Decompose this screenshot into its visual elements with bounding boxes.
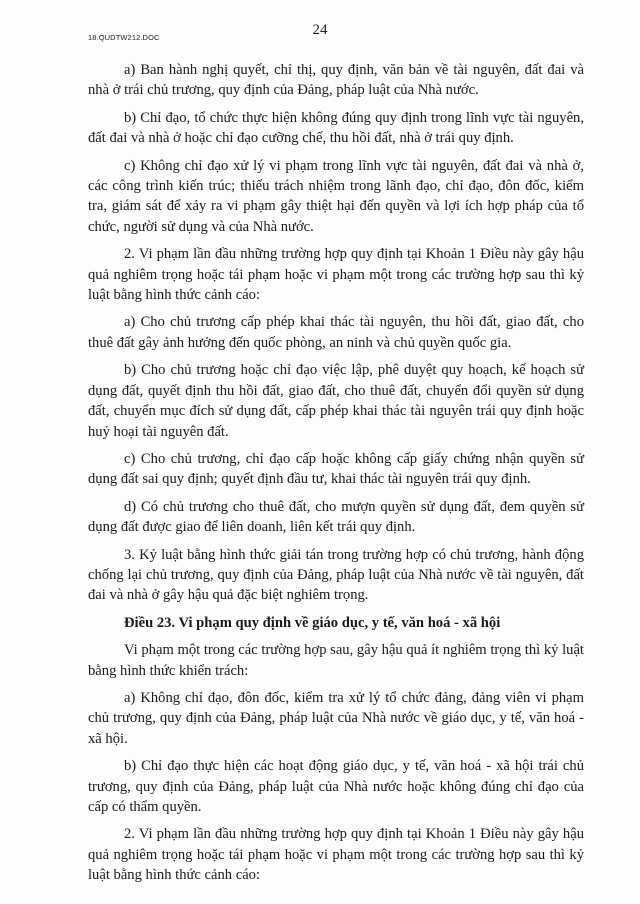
paragraph-item-a-licensing: a) Cho chủ trương cấp phép khai thác tài nguyên, thu hồi đất, giao đất, cho thuê đất gây ảnh hưởng đến quốc phòng, an ninh và chủ quyền quốc gia. bbox=[88, 314, 584, 351]
article-23-heading: Điều 23. Vi phạm quy định về giáo dục, y tế, văn hoá - xã hội bbox=[124, 614, 501, 631]
page-number: 24 bbox=[312, 22, 328, 38]
paragraph-item-d-leasing: d) Có chủ trương cho thuê đất, cho mượn quyền sử dụng đất, đem quyền sử dụng đất được giao để liên doanh, liên kết trái quy định. bbox=[88, 498, 584, 536]
paragraph-item-b-activities: b) Chỉ đạo thực hiện các hoạt động giáo dục, y tế, văn hoá - xã hội trái chủ trương, quy định của Đảng, pháp luật của Nhà nước hoặc không đúng chỉ đạo của cấp có thẩm quyền. bbox=[88, 758, 584, 815]
paragraph-item-b-direction: b) Chỉ đạo, tổ chức thực hiện không đúng quy định trong lĩnh vực tài nguyên, đất đai và nhà ở hoặc chỉ đạo cưỡng chế, thu hồi đất, nhà ở trái quy định. bbox=[88, 109, 584, 147]
paragraph-item-b-planning: b) Cho chủ trương hoặc chỉ đạo việc lập, phê duyệt quy hoạch, kế hoạch sử dụng đất, quyết định thu hồi đất, giao đất, cho thuê đất, chuyển đổi quyền sử dụng đất, chuyển mục đích sử dụng đất, cấp phép khai thác tài nguyên trái quy định hoặc huỷ hoại tài nguyên đất. bbox=[88, 362, 584, 440]
paragraph-clause-3-dissolution: 3. Kỷ luật bằng hình thức giải tán trong trường hợp có chủ trương, hành động chống lại chủ trương, quy định của Đảng, pháp luật của Nhà nước về tài nguyên, đất đai và nhà ở gây hậu quả đặc biệt nghiêm trọng. bbox=[88, 546, 584, 604]
paragraph-item-a-no-inspection: a) Không chỉ đạo, đôn đốc, kiểm tra xử lý tổ chức đảng, đảng viên vi phạm chủ trương, quy định của Đảng, pháp luật của Nhà nước về giáo dục, y tế, văn hoá - xã hội. bbox=[88, 689, 584, 747]
paragraph-clause-1-reprimand: Vi phạm một trong các trường hợp sau, gây hậu quả ít nghiêm trọng thì kỷ luật bằng hình thức khiển trách: bbox=[88, 642, 584, 679]
paragraph-clause-2-warning: 2. Vi phạm lần đầu những trường hợp quy định tại Khoản 1 Điều này gây hậu quả nghiêm trọng hoặc tái phạm hoặc vi phạm một trong các trường hợp sau thì kỷ luật bằng hình thức cảnh cáo: bbox=[88, 246, 584, 304]
paragraph-item-a-resolutions: a) Ban hành nghị quyết, chỉ thị, quy định, văn bản về tài nguyên, đất đai và nhà ở trái chủ trương, quy định của Đảng, pháp luật của Nhà nước. bbox=[88, 62, 584, 99]
paragraph-item-c-no-handling: c) Không chỉ đạo xử lý vi phạm trong lĩnh vực tài nguyên, đất đai và nhà ở, các công trình kiến trúc; thiếu trách nhiệm trong lãnh đạo, chỉ đạo, đôn đốc, kiểm tra, giám sát để xảy ra vi phạm gây thiệt hại đến quyền và lợi ích hợp pháp của tổ chức, người sử dụng và của Nhà nước. bbox=[88, 157, 584, 235]
paragraph-clause-2-warning-art23: 2. Vi phạm lần đầu những trường hợp quy định tại Khoản 1 Điều này gây hậu quả nghiêm trọng hoặc tái phạm hoặc vi phạm một trong các trường hợp sau thì kỷ luật bằng hình thức cảnh cáo: bbox=[88, 826, 584, 884]
paragraph-item-c-certificates: c) Cho chủ trương, chỉ đạo cấp hoặc không cấp giấy chứng nhận quyền sử dụng đất sai quy định; quyết định đầu tư, khai thác tài nguyên trái quy định. bbox=[88, 450, 584, 488]
document-body bbox=[88, 60, 584, 893]
file-name-header: 18.QUDTW212.DOC bbox=[88, 33, 160, 42]
